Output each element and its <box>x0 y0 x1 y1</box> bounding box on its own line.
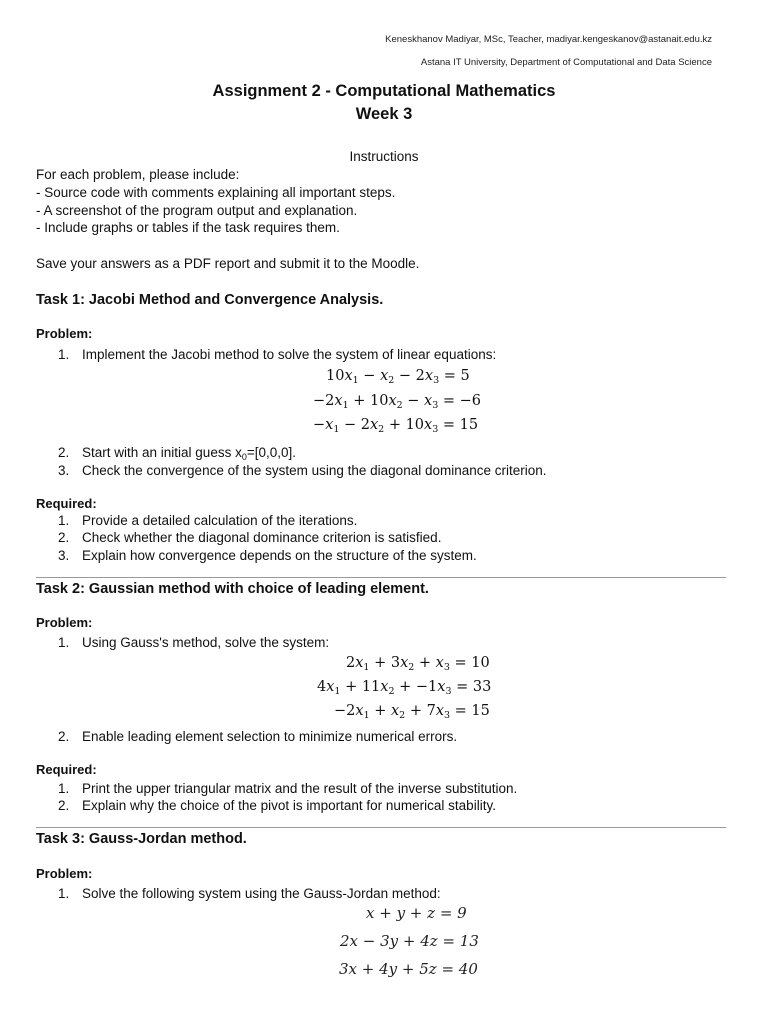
task2-title: Task 2: Gaussian method with choice of leading element. <box>36 581 429 597</box>
task1-equation-1: $10x_1 - x_2 - 2x_3 = 5$ <box>326 368 470 386</box>
task1-problem-item: 2. Start with an initial guess $x_0=[0,0,0]$. <box>58 445 297 462</box>
author-line: Keneskhanov Madiyar, MSc, Teacher, madiyar.kengeskanov@astanait.edu.kz <box>385 34 712 45</box>
instructions-item: - A screenshot of the program output and explanation. <box>36 203 358 218</box>
task3-equation-1: x + y + z = 9 <box>366 904 467 922</box>
task1-title: Task 1: Jacobi Method and Convergence Analysis. <box>36 292 384 308</box>
task2-equation-1: $2x_1 + 3x_2 + x_3 = 10$ <box>346 655 490 673</box>
task3-problem-label: Problem: <box>36 866 93 881</box>
task1-problem-item: 1. Implement the Jacobi method to solve the system of linear equations: <box>58 347 497 362</box>
task2-problem-item: 1. Using Gauss's method, solve the system: <box>58 635 330 650</box>
section-divider <box>36 577 726 578</box>
section-divider <box>36 827 726 828</box>
task1-equation-2: $-2x_1 + 10x_2 - x_3 = -6$ <box>313 393 482 411</box>
instructions-item: - Source code with comments explaining all important steps. <box>36 185 396 200</box>
task1-required-label: Required: <box>36 496 97 511</box>
instructions-intro: For each problem, please include: <box>36 167 240 182</box>
task2-equation-2: $4x_1 + 11x_2 + -1x_3 = 33$ <box>317 679 492 697</box>
task1-required-item: 1. Provide a detailed calculation of the iterations. <box>58 513 358 528</box>
document-title: Assignment 2 - Computational Mathematics <box>212 82 556 100</box>
task3-equation-2: 2x − 3y + 4z = 13 <box>340 932 479 950</box>
task2-equation-3: $-2x_1 + x_2 + 7x_3 = 15$ <box>334 703 490 721</box>
task2-required-item: 1. Print the upper triangular matrix and the result of the inverse substitution. <box>58 781 518 796</box>
task1-equation-3: $-x_1 - 2x_2 + 10x_3 = 15$ <box>313 417 479 435</box>
instructions-item: - Include graphs or tables if the task requires them. <box>36 220 340 235</box>
task3-title: Task 3: Gauss-Jordan method. <box>36 831 247 847</box>
task1-required-item: 3. Explain how convergence depends on the structure of the system. <box>58 548 477 563</box>
instructions-heading: Instructions <box>349 149 419 164</box>
task2-required-item: 2. Explain why the choice of the pivot is important for numerical stability. <box>58 798 496 813</box>
task2-problem-item: 2. Enable leading element selection to minimize numerical errors. <box>58 729 458 744</box>
task1-problem-item: 3. Check the convergence of the system using the diagonal dominance criterion. <box>58 463 547 478</box>
task3-equation-3: 3x + 4y + 5z = 40 <box>339 960 478 978</box>
task3-problem-item: 1. Solve the following system using the Gauss-Jordan method: <box>58 886 441 901</box>
submission-note: Save your answers as a PDF report and submit it to the Moodle. <box>36 256 420 271</box>
task2-required-label: Required: <box>36 762 97 777</box>
document-subtitle: Week 3 <box>355 105 413 123</box>
task1-problem-label: Problem: <box>36 326 93 341</box>
task2-problem-label: Problem: <box>36 615 93 630</box>
affiliation-line: Astana IT University, Department of Computational and Data Science <box>420 57 712 68</box>
task1-required-item: 2. Check whether the diagonal dominance criterion is satisfied. <box>58 530 442 545</box>
